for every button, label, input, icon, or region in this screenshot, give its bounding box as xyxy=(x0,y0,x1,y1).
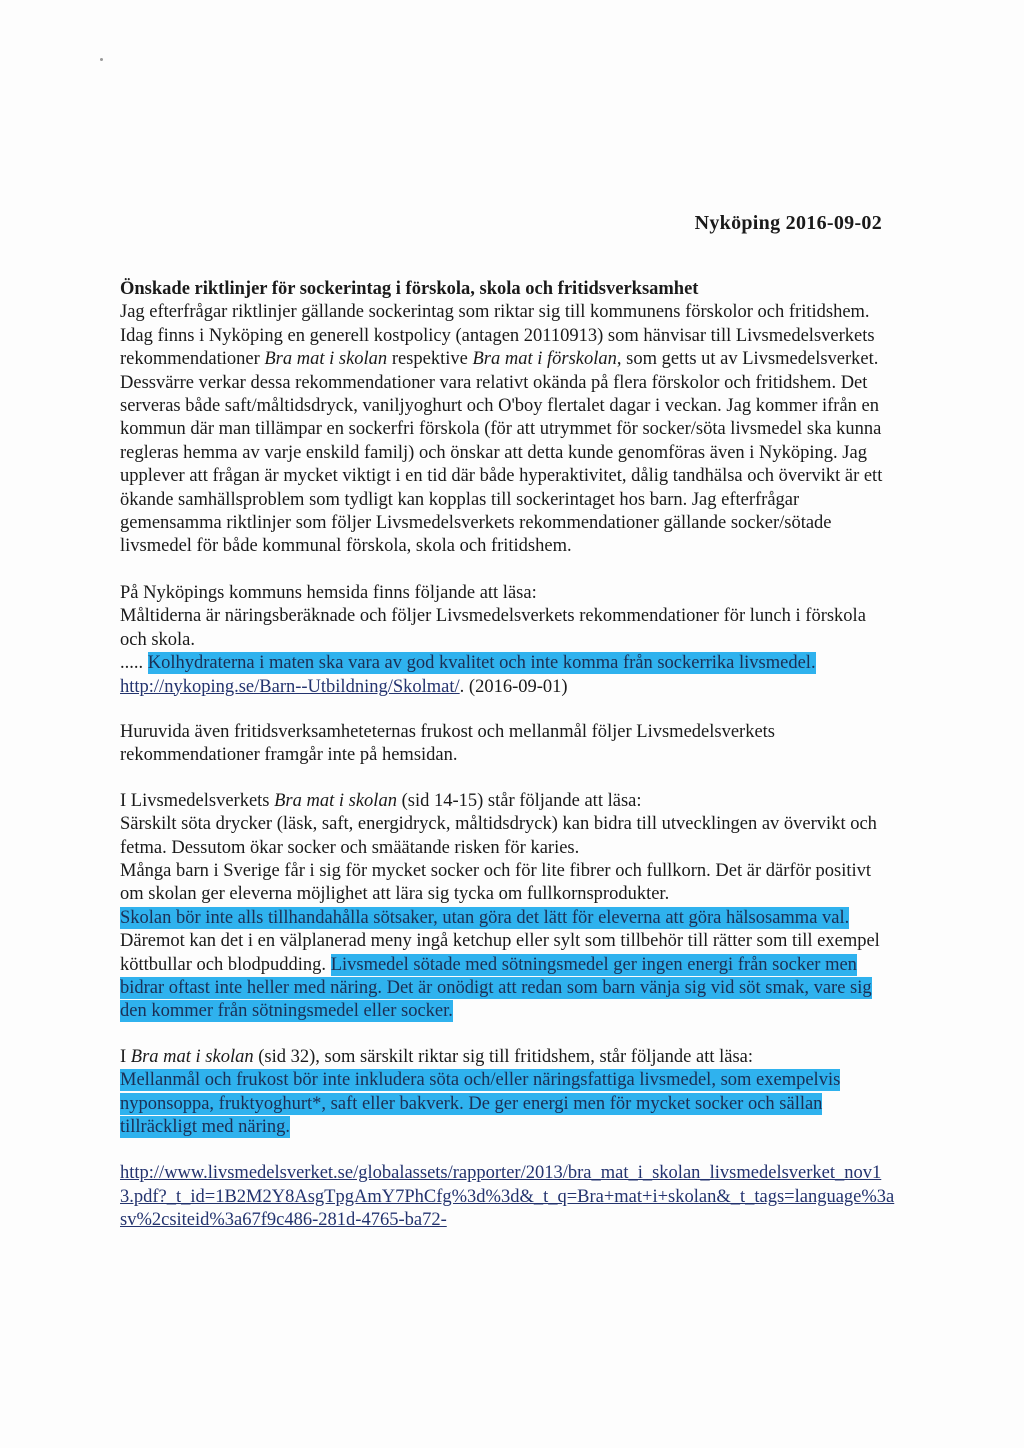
skolan-lead-title: Bra mat i skolan xyxy=(274,790,397,811)
skolan-lead-post: (sid 14-15) står följande att läsa: xyxy=(396,790,642,811)
intro-title-skolan: Bra mat i skolan xyxy=(264,349,388,370)
scan-speck xyxy=(100,58,103,61)
ellipsis: ..... xyxy=(120,653,144,674)
fritidshem-lead-post: (sid 32), som särskilt riktar sig till fritidshem, står följande att läsa: xyxy=(253,1046,754,1067)
skolan-lead-pre: I Livsmedelsverkets xyxy=(120,790,275,811)
municipality-link-date: . (2016-09-01) xyxy=(459,676,568,697)
letter-date: Nyköping 2016-09-02 xyxy=(694,212,882,234)
intro-text-2: respektive xyxy=(387,349,473,370)
skolan-line-1: Särskilt söta drycker (läsk, saft, energidryck, måltidsdryck) kan bidra till utvecklingen av övervikt och fetma. Dessutom ökar socker och smäätande risken för karies. xyxy=(120,814,877,858)
intro-text-3: , som getts ut av Livsmedelsverket. Dessvärre verkar dessa rekommendationer vara relativt okända på flera förskolor och fritidshem. Det serveras både saft/måltidsdryck, vaniljyoghurt och O'boy flertalet dagar i veckan. Jag kommer ifrån en kommun där man tillämpar en sockerfri förskola (för att utrymmet för socker/söta livsmedel ska kunna regleras hemma av varje enskild familj) och önskar att detta kunde genomföras även i Nyköping. Jag upplever att frågan är mycket viktigt i en tid där både hyperaktivitet, dålig tandhälsa och övervikt är ett ökande samhällsproblem som tydligt kan kopplas till sockerintaget hos barn. Jag efterfrågar gemensamma riktlinjer som följer Livsmedelsverkets rekommendationer gällande socker/sötade livsmedel för både kommunal förskola, skola och fritidshem. xyxy=(120,349,883,557)
municipality-highlight: Kolhydraterna i maten ska vara av god kvalitet och inte komma från sockerrika livsmedel. xyxy=(147,653,816,674)
fritidshem-highlight-paragraph xyxy=(120,1069,895,1139)
skolan-highlight-paragraph xyxy=(120,907,895,1024)
municipality-highlight-paragraph xyxy=(120,652,895,675)
fritidshem-highlight: Mellanmål och frukost bör inte inkludera söta och/eller näringsfattiga livsmedel, som exempelvis nyponsoppa, fruktyoghurt*, saft eller bakverk. De ger energi men för mycket socker och sällan tillräckligt med näring. xyxy=(120,1070,841,1137)
fritidshem-lead-pre: I xyxy=(120,1046,131,1067)
fritids-note: Huruvida även fritidsverksamheteternas frukost och mellanmål följer Livsmedelsverkets rekommendationer framgår inte på hemsidan. xyxy=(120,721,775,766)
municipality-link-line xyxy=(120,676,895,699)
reference-url-link[interactable]: http://www.livsmedelsverket.se/globalassets/rapporter/2013/bra_mat_i_skolan_livsmedelsverket_nov13.pdf?_t_id=1B2M2Y8AsgTpgAmY7PhCfg%3d%3d&_t_q=Bra+mat+i+skolan&_t_tags=language%3asv%2csiteid%3a67f9c486-281d-4765-ba72- xyxy=(120,1163,895,1231)
letter-heading: Önskade riktlinjer för sockerintag i förskola, skola och fritidsverksamhet xyxy=(120,279,699,299)
skolan-highlight-2: Livsmedel sötade med sötningsmedel ger ingen energi från socker men bidrar oftast inte heller med näring. Det är onödigt att redan som barn vänja sig vid söt smak, vare sig den kommer från sötningsmedel eller socker. xyxy=(120,954,872,1022)
skolan-highlight-1: Skolan bör inte alls tillhandahålla sötsaker, utan göra det lätt för eleverna att göra hälsosamma val. xyxy=(120,907,850,928)
fritidshem-lead-title: Bra mat i skolan xyxy=(130,1046,254,1067)
intro-title-forskolan: Bra mat i förskolan xyxy=(472,349,617,370)
intro-text-1: Jag efterfrågar riktlinjer gällande sockerintag som riktar sig till kommunens förskolor och fritidshem. Idag finns i Nyköping en generell kostpolicy (antagen 20110913) som hänvisar till Livsmedelsverkets rekommendationer xyxy=(120,302,875,370)
letter-body xyxy=(120,278,895,1233)
municipality-lead: På Nyköpings kommuns hemsida finns följande att läsa: xyxy=(120,582,537,603)
municipality-link[interactable]: http://nykoping.se/Barn--Utbildning/Skolmat/ xyxy=(120,676,460,697)
fritidshem-lead xyxy=(120,1046,895,1069)
skolan-line-2: Många barn i Sverige får i sig för mycket socker och för lite fibrer och fullkorn. Det är därför positivt om skolan ger eleverna möjlighet att lära sig tycka om fullkornsprodukter. xyxy=(120,860,872,905)
municipality-quote: Måltiderna är näringsberäknade och följer Livsmedelsverkets rekommendationer för lunch i förskola och skola. xyxy=(120,606,866,650)
skolan-lead xyxy=(120,790,895,813)
skolan-mid-text: Däremot kan det i en välplanerad meny ingå ketchup eller sylt som tillbehör till rätter som till exempel köttbullar och blodpudding. xyxy=(120,931,880,975)
intro-paragraph xyxy=(120,301,895,558)
